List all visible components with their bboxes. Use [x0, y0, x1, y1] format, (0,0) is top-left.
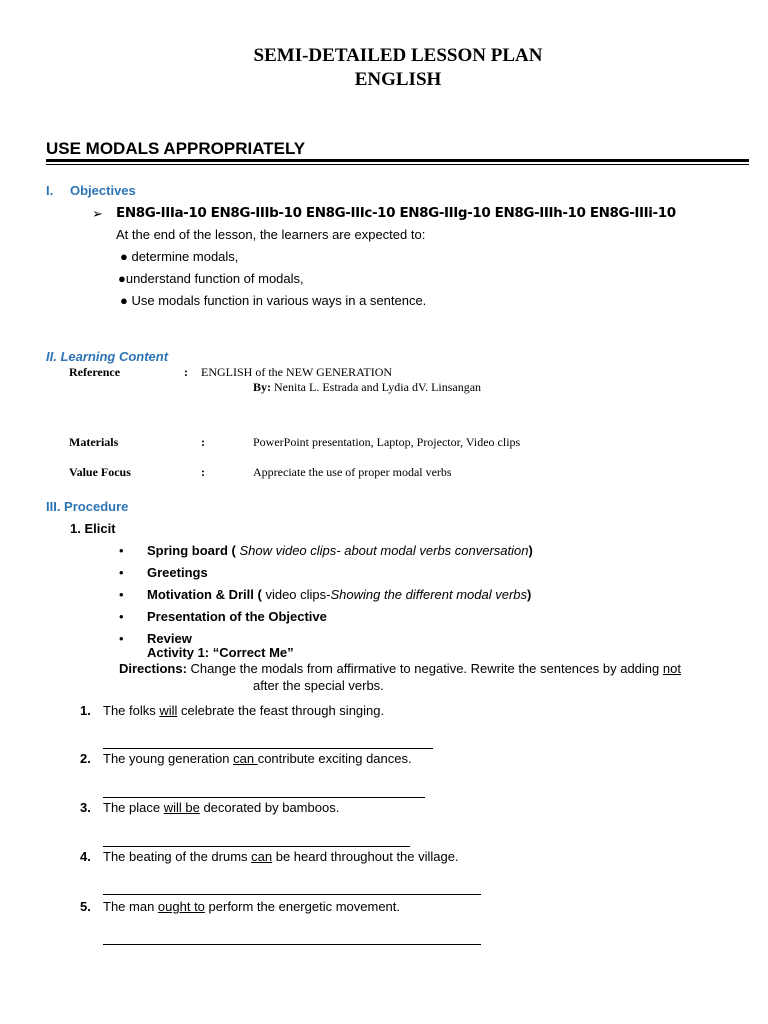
answer-line-4[interactable] — [103, 894, 481, 895]
sentence-5 — [103, 899, 400, 914]
motivation-detail: video clips- — [265, 587, 331, 602]
motivation-item — [147, 587, 531, 602]
presentation-item: Presentation of the Objective — [147, 609, 327, 624]
spring-board-detail: Show video clips- about modal verbs conversation — [239, 543, 529, 558]
sentence-text: The place — [103, 800, 164, 815]
reference-authors — [253, 380, 481, 395]
answer-line-2[interactable] — [103, 797, 425, 798]
bullet-icon: • — [119, 587, 124, 602]
spring-board-label: Spring board ( — [147, 543, 240, 558]
sentence-3 — [103, 800, 339, 815]
materials-value: PowerPoint presentation, Laptop, Projector, Video clips — [253, 435, 521, 449]
competency-codes: EN8G-IIIa-10 EN8G-IIIb-10 EN8G-IIIc-10 EN8G-IIIg-10 EN8G-IIIh-10 EN8G-IIIi-10 — [116, 205, 676, 221]
objectives-number: I. — [46, 183, 54, 198]
topic-rule-thin — [46, 164, 749, 165]
bullet-icon: • — [119, 609, 124, 624]
sentence-4 — [103, 849, 459, 864]
sentence-text: The young generation — [103, 751, 234, 766]
sentence-text: perform the energetic movement. — [204, 899, 401, 914]
directions-continued: after the special verbs. — [253, 678, 384, 693]
reference-value: ENGLISH of the NEW GENERATION — [201, 365, 393, 379]
arrow-bullet-icon: ➢ — [92, 206, 103, 221]
sentence-text: celebrate the feast through singing. — [177, 703, 385, 718]
greetings-item: Greetings — [147, 565, 208, 580]
reference-colon: : — [184, 365, 188, 379]
sentence-1 — [103, 703, 384, 718]
topic-rule-thick — [46, 159, 749, 162]
sentence-number: 5. — [80, 899, 91, 914]
objective-item-3: ● Use modals function in various ways in a sentence. — [120, 293, 427, 308]
value-focus-colon: : — [201, 465, 205, 479]
activity-title: Activity 1: “Correct Me” — [147, 645, 294, 660]
answer-line-1[interactable] — [103, 748, 433, 749]
elicit-heading: 1. Elicit — [70, 521, 116, 536]
answer-line-5[interactable] — [103, 944, 481, 945]
sentence-text: contribute exciting dances. — [257, 751, 412, 766]
directions-not: not — [662, 661, 681, 676]
sentence-number: 2. — [80, 751, 91, 766]
sentence-2 — [103, 751, 412, 766]
authors-value: Nenita L. Estrada and Lydia dV. Linsangan — [271, 380, 482, 394]
bullet-icon: • — [119, 543, 124, 558]
answer-line-3[interactable] — [103, 846, 410, 847]
sentence-text: be heard throughout the village. — [272, 849, 459, 864]
document-title: SEMI-DETAILED LESSON PLAN — [253, 45, 543, 66]
procedure-heading: III. Procedure — [46, 499, 129, 514]
sentence-modal: can — [251, 849, 273, 864]
review-item: Review — [147, 631, 192, 646]
by-label: By: — [253, 380, 271, 394]
sentence-text: The folks — [103, 703, 160, 718]
sentence-number: 3. — [80, 800, 91, 815]
reference-label: Reference — [69, 365, 121, 379]
document-subtitle: ENGLISH — [354, 69, 442, 90]
sentence-modal: can — [233, 751, 258, 766]
materials-colon: : — [201, 435, 205, 449]
sentence-modal: ought to — [157, 899, 205, 914]
motivation-detail-italic: Showing the different modal verbs — [330, 587, 528, 602]
motivation-label: Motivation & Drill ( — [147, 587, 266, 602]
directions-text — [119, 661, 681, 676]
sentence-number: 4. — [80, 849, 91, 864]
bullet-icon: • — [119, 565, 124, 580]
topic-heading: USE MODALS APPROPRIATELY — [46, 139, 306, 158]
objectives-heading: Objectives — [70, 183, 136, 198]
objective-item-1: ● determine modals, — [120, 249, 239, 264]
directions-body: Change the modals from affirmative to negative. Rewrite the sentences by adding — [186, 661, 663, 676]
sentence-text: The beating of the drums — [103, 849, 252, 864]
motivation-close: ) — [527, 587, 532, 602]
learning-content-heading: II. Learning Content — [46, 349, 169, 364]
sentence-text: decorated by bamboos. — [199, 800, 340, 815]
directions-label: Directions: — [119, 661, 187, 676]
materials-label: Materials — [69, 435, 119, 449]
objective-item-2: ●understand function of modals, — [118, 271, 304, 286]
objectives-intro: At the end of the lesson, the learners are expected to: — [116, 227, 426, 242]
spring-board-item — [147, 543, 533, 558]
spring-board-close: ) — [528, 543, 533, 558]
bullet-icon: • — [119, 631, 124, 646]
value-focus-label: Value Focus — [69, 465, 131, 479]
sentence-text: The man — [103, 899, 158, 914]
sentence-modal: will — [159, 703, 178, 718]
sentence-modal: will be — [163, 800, 200, 815]
value-focus-value: Appreciate the use of proper modal verbs — [253, 465, 452, 479]
sentence-number: 1. — [80, 703, 91, 718]
